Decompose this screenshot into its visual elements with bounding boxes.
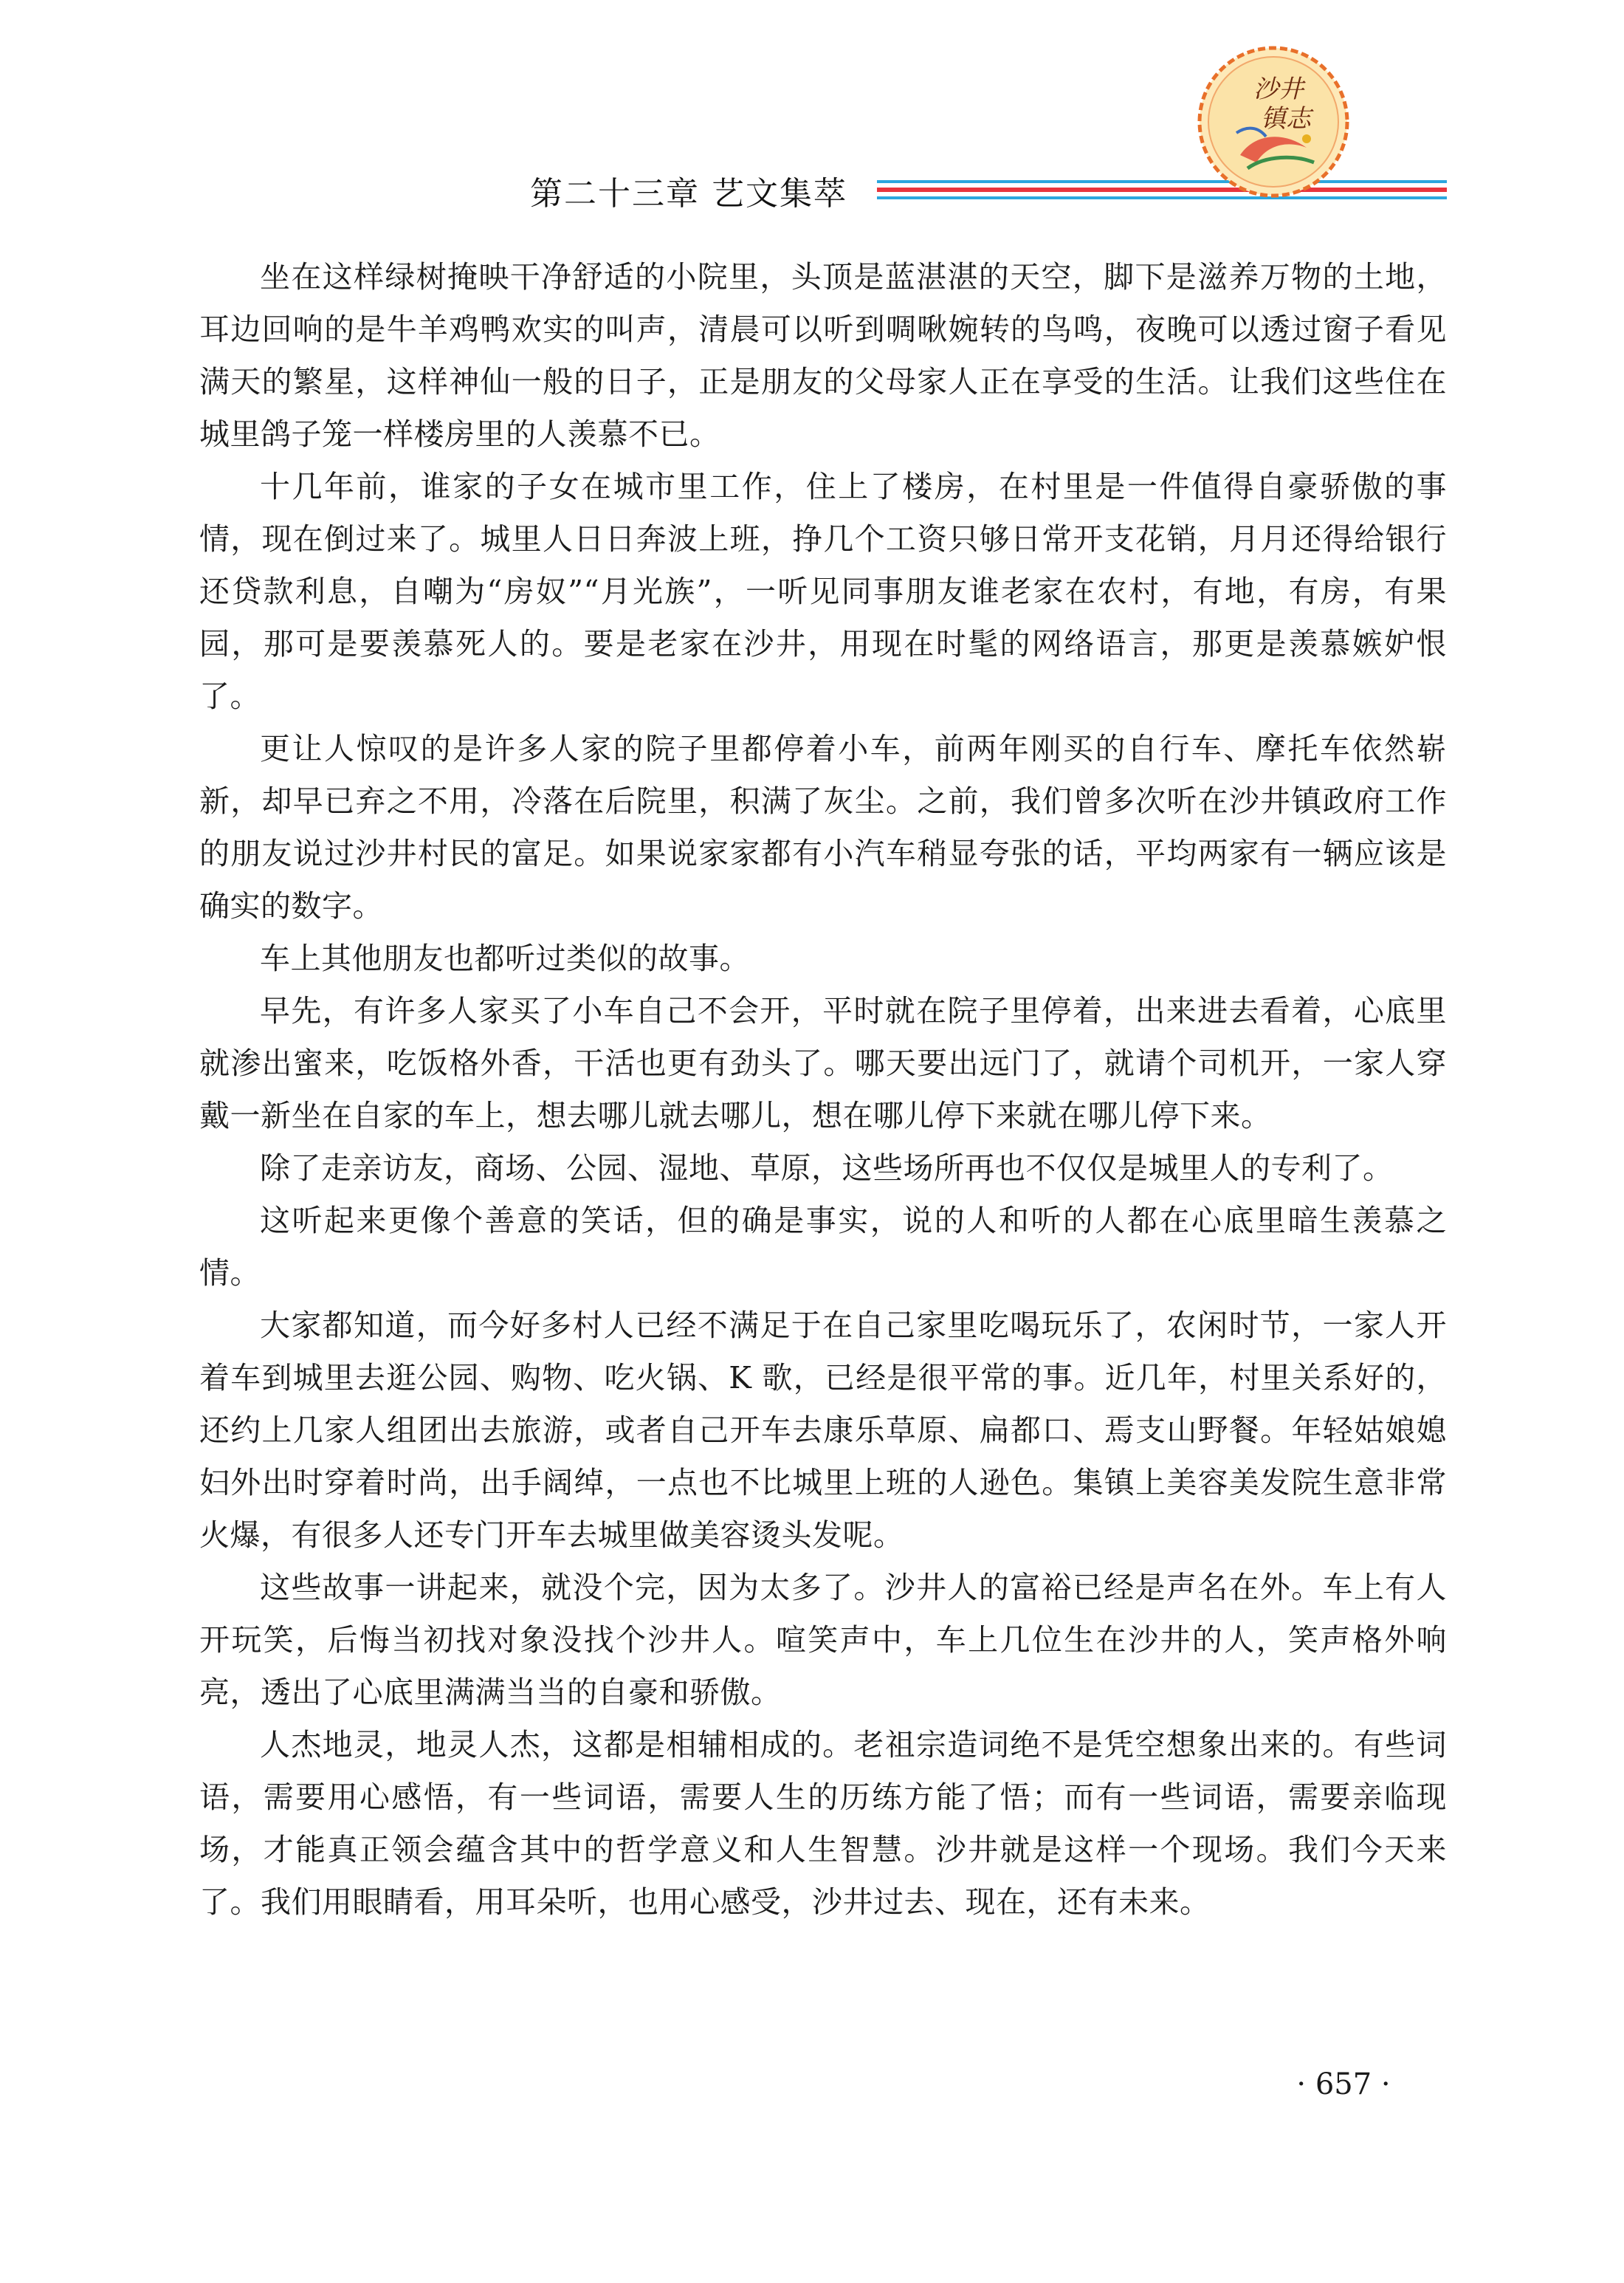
header-line-blue-bottom: [877, 196, 1447, 199]
emblem-text-line1: 沙井: [1253, 75, 1304, 104]
header-line-red: [877, 188, 1447, 192]
paragraph: 除了走亲访友，商场、公园、湿地、草原，这些场所再也不仅仅是城里人的专利了。: [260, 1150, 1394, 1186]
paragraph: 早先，有许多人家买了小车自己不会开，平时就在院子里停着，出来进去看着，心底里就渗出蜜来，吃饭格外香，干活也更有劲头了。哪天要出远门了，就请个司机开，一家人穿戴一新坐在自家的车上，想去哪儿就去哪儿，想在哪儿停下来就在哪儿停下来。: [199, 993, 1447, 1133]
paragraph: 人杰地灵，地灵人杰，这都是相辅相成的。老祖宗造词绝不是凭空想象出来的。有些词语，需要用心感悟，有一些词语，需要人生的历练方能了悟；而有一些词语，需要亲临现场，才能真正领会蕴含其中的哲学意义和人生智慧。沙井就是这样一个现场。我们今天来了。我们用眼睛看，用耳朵听，也用心感受，沙井过去、现在，还有未来。: [199, 1727, 1447, 1920]
paragraph: 十几年前，谁家的子女在城市里工作，住上了楼房，在村里是一件值得自豪骄傲的事情，现在倒过来了。城里人日日奔波上班，挣几个工资只够日常开支花销，月月还得给银行还贷款利息，自嘲为“房奴”“月光族”，一听见同事朋友谁老家在农村，有地，有房，有果园，那可是要羡慕死人的。要是老家在沙井，用现在时髦的网络语言，那更是羡慕嫉妒恨了。: [199, 469, 1447, 714]
page-number: · 657 ·: [1296, 2067, 1391, 2101]
header-line-blue-top: [877, 180, 1447, 183]
paragraph: 这听起来更像个善意的笑话，但的确是事实，说的人和听的人都在心底里暗生羡慕之情。: [199, 1203, 1447, 1291]
body-text: [199, 251, 1447, 1929]
town-chronicle-emblem-icon: [1196, 44, 1351, 199]
paragraph: 这些故事一讲起来，就没个完，因为太多了。沙井人的富裕已经是声名在外。车上有人开玩笑，后悔当初找对象没找个沙井人。喧笑声中，车上几位生在沙井的人，笑声格外响亮，透出了心底里满满当当的自豪和骄傲。: [199, 1570, 1447, 1710]
chapter-title: 第二十三章 艺文集萃: [530, 175, 847, 213]
header-decorative-lines: [877, 179, 1447, 201]
emblem-text-line2: 镇志: [1261, 104, 1311, 134]
paragraph: 更让人惊叹的是许多人家的院子里都停着小车，前两年刚买的自行车、摩托车依然崭新，却早已弃之不用，冷落在后院里，积满了灰尘。之前，我们曾多次听在沙井镇政府工作的朋友说过沙井村民的富足。如果说家家都有小汽车稍显夸张的话，平均两家有一辆应该是确实的数字。: [199, 731, 1447, 924]
paragraph: 车上其他朋友也都听过类似的故事。: [260, 941, 750, 976]
paragraph: 大家都知道，而今好多村人已经不满足于在自己家里吃喝玩乐了，农闲时节，一家人开着车到城里去逛公园、购物、吃火锅、K 歌，已经是很平常的事。近几年，村里关系好的，还约上几家人组团出去旅游，或者自己开车去康乐草原、扁都口、焉支山野餐。年轻姑娘媳妇外出时穿着时尚，出手阔绰，一点也不比城里上班的人逊色。集镇上美容美发院生意非常火爆，有很多人还专门开车去城里做美容烫头发呢。: [199, 1308, 1447, 1553]
paragraph: 坐在这样绿树掩映干净舒适的小院里，头顶是蓝湛湛的天空，脚下是滋养万物的土地，耳边回响的是牛羊鸡鸭欢实的叫声，清晨可以听到啁啾婉转的鸟鸣，夜晚可以透过窗子看见满天的繁星，这样神仙一般的日子，正是朋友的父母家人正在享受的生活。让我们这些住在城里鸽子笼一样楼房里的人羡慕不已。: [199, 259, 1447, 452]
